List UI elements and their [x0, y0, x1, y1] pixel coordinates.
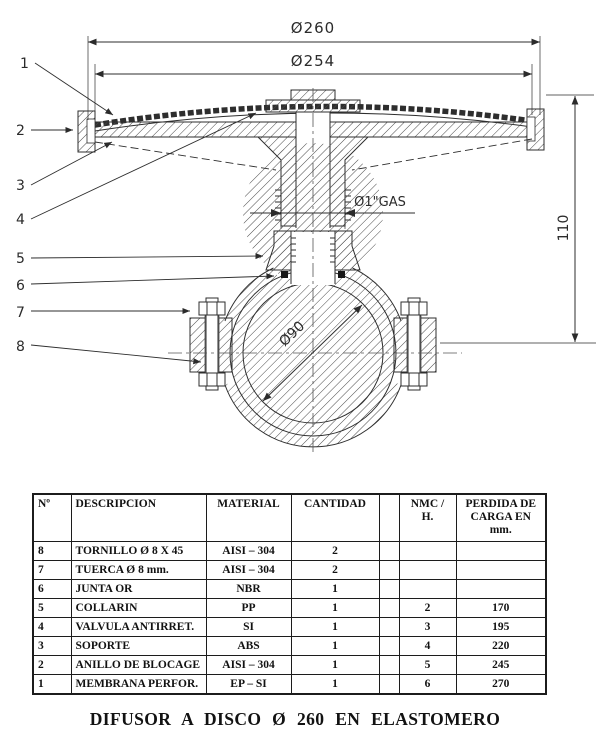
cell-nmc: 2 — [399, 599, 456, 618]
cell-qty: 1 — [291, 618, 379, 637]
header-num: Nº — [33, 494, 71, 542]
cell-desc: ANILLO DE BLOCAGE — [71, 656, 206, 675]
cell-spacer — [379, 542, 399, 561]
cell-spacer — [379, 675, 399, 695]
table-row — [33, 656, 546, 675]
edge-clamp-right — [527, 109, 544, 150]
cell-spacer — [379, 656, 399, 675]
cell-desc: VALVULA ANTIRRET. — [71, 618, 206, 637]
cell-num: 7 — [33, 561, 71, 580]
table-row — [33, 542, 546, 561]
o-ring-left — [281, 271, 288, 278]
cell-spacer — [379, 618, 399, 637]
cell-material: ABS — [206, 637, 291, 656]
cell-loss: 270 — [456, 675, 546, 695]
header-nmc: NMC / H. — [399, 494, 456, 542]
cell-nmc — [399, 561, 456, 580]
cell-nmc: 6 — [399, 675, 456, 695]
cell-loss: 220 — [456, 637, 546, 656]
cell-desc: TUERCA Ø 8 mm. — [71, 561, 206, 580]
cell-desc: JUNTA OR — [71, 580, 206, 599]
o-ring-right — [338, 271, 345, 278]
cell-material: PP — [206, 599, 291, 618]
table-row — [33, 599, 546, 618]
cell-spacer — [379, 637, 399, 656]
cell-nmc — [399, 542, 456, 561]
part-label-6: 6 — [16, 278, 25, 294]
cell-loss: 245 — [456, 656, 546, 675]
cell-desc: SOPORTE — [71, 637, 206, 656]
cell-qty: 1 — [291, 599, 379, 618]
cell-num: 2 — [33, 656, 71, 675]
cell-spacer — [379, 599, 399, 618]
edge-clamp-left — [78, 111, 95, 152]
part-label-8: 8 — [16, 339, 25, 355]
cell-spacer — [379, 561, 399, 580]
cell-desc: COLLARIN — [71, 599, 206, 618]
part-label-1: 1 — [20, 56, 29, 72]
cell-material: AISI – 304 — [206, 656, 291, 675]
cell-material: SI — [206, 618, 291, 637]
cell-material: AISI – 304 — [206, 561, 291, 580]
cell-nmc: 4 — [399, 637, 456, 656]
table-header-row — [33, 494, 546, 542]
document-title: DIFUSOR A DISCO Ø 260 EN ELASTOMERO — [89, 709, 501, 729]
part-label-5: 5 — [16, 251, 25, 267]
cell-qty: 1 — [291, 637, 379, 656]
cell-num: 8 — [33, 542, 71, 561]
header-perdida: PERDIDA DE CARGA EN mm. — [456, 494, 546, 542]
cell-num: 5 — [33, 599, 71, 618]
cell-nmc: 5 — [399, 656, 456, 675]
dim-outer-label: Ø260 — [290, 19, 336, 37]
cell-material: EP – SI — [206, 675, 291, 695]
parts-table — [32, 493, 547, 695]
header-material: MATERIAL — [206, 494, 291, 542]
cell-num: 3 — [33, 637, 71, 656]
dim-pipe-label: Ø90 — [276, 318, 309, 350]
table-row — [33, 561, 546, 580]
cell-nmc — [399, 580, 456, 599]
cell-material: NBR — [206, 580, 291, 599]
cell-desc: MEMBRANA PERFOR. — [71, 675, 206, 695]
part-label-2: 2 — [16, 123, 25, 139]
cell-num: 6 — [33, 580, 71, 599]
part-label-4: 4 — [16, 212, 25, 228]
cell-qty: 1 — [291, 580, 379, 599]
cell-qty: 1 — [291, 656, 379, 675]
dim-height-label: 110 — [556, 214, 572, 242]
table-row — [33, 637, 546, 656]
table-row — [33, 618, 546, 637]
cell-loss — [456, 542, 546, 561]
cell-loss — [456, 580, 546, 599]
header-cantidad: CANTIDAD — [291, 494, 379, 542]
dim-thread-label: Ø1"GAS — [354, 195, 406, 210]
cell-qty: 1 — [291, 675, 379, 695]
cell-loss — [456, 561, 546, 580]
cell-num: 1 — [33, 675, 71, 695]
cell-qty: 2 — [291, 561, 379, 580]
cell-material: AISI – 304 — [206, 542, 291, 561]
table-row — [33, 580, 546, 599]
cell-nmc: 3 — [399, 618, 456, 637]
cell-loss: 170 — [456, 599, 546, 618]
cell-num: 4 — [33, 618, 71, 637]
cell-spacer — [379, 580, 399, 599]
cell-qty: 2 — [291, 542, 379, 561]
table-row — [33, 675, 546, 695]
header-spacer — [379, 494, 399, 542]
part-label-7: 7 — [16, 305, 25, 321]
header-descripcion: DESCRIPCION — [71, 494, 206, 542]
part-label-3: 3 — [16, 178, 25, 194]
cell-desc: TORNILLO Ø 8 X 45 — [71, 542, 206, 561]
cell-loss: 195 — [456, 618, 546, 637]
dim-inner-label: Ø254 — [290, 52, 336, 70]
